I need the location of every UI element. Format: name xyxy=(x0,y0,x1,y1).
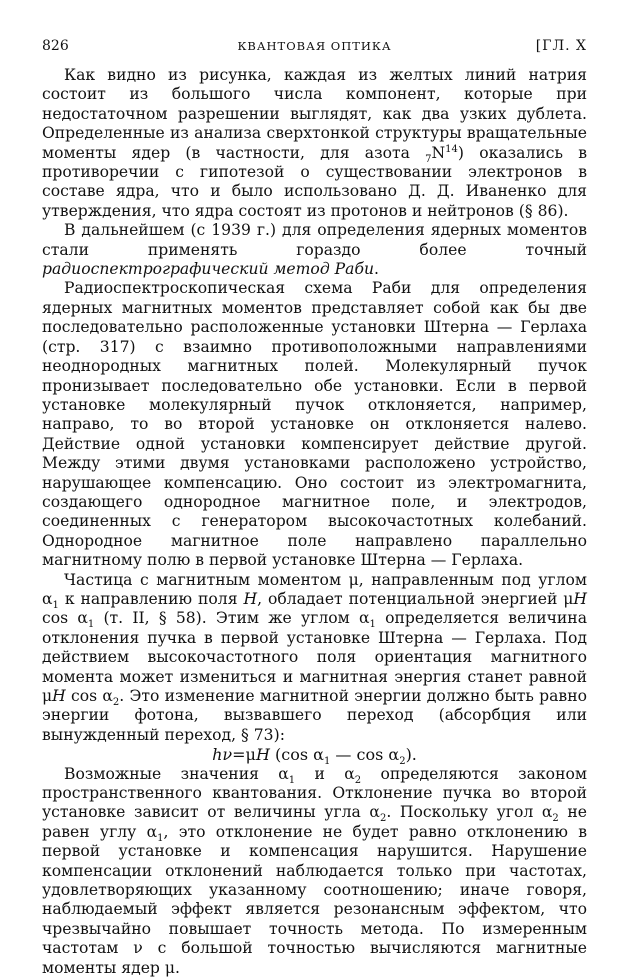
paragraph-5: Возможные значения $\alpha_1$ и $\alpha_2$ определяются законом пространственного квантования. Отклонение пучка во второй установке зависит от величины угла $\alpha_2$. Поскольку угол $\alpha_2$ не равен углу $\alpha_1$, это отклонение не будет равно отклонению в первой установке и компенсация нарушится. Нарушение компенсации отклонений наблюдается только при частотах, удовлетворяющих указанному соотношению; иначе говоря, наблюдаемый эффект является резонансным эффектом, что чрезвычайно повышает точность метода. По измеренным частотам ν с большой точностью вычисляются магнитные моменты ядер μ. xyxy=(42,764,587,977)
page-number: 826 xyxy=(42,38,69,54)
method-name: радиоспектрографический метод Раби xyxy=(42,260,375,279)
equation: hν=μH (cos $\alpha_1$ — $\cos \alpha_2$). xyxy=(212,745,417,768)
chapter-label: [ГЛ. X xyxy=(535,38,587,54)
paragraph-2: В дальнейшем (с 1939 г.) для определения ядерных моментов стали применять гораздо более точный радиоспектрографический метод Раби. xyxy=(42,221,587,279)
page-header xyxy=(42,38,587,62)
page-body xyxy=(42,66,587,978)
paragraph-4: Частица с магнитным моментом μ, направленным под углом $\alpha_1$ к направлению поля H, обладает потенциальной энергией μH $\cos \alpha_1$ (т. II, § 58). Этим же углом $\alpha_1$ определяется величина отклонения пучка в первой установке Штерна — Герлаха. Под действием высокочастотного поля ориентация магнитного момента может измениться и магнитная энергия станет равной μH $\cos \alpha_2$. Это изменение магнитной энергии должно быть равно энергии фотона, вызвавшего переход (абсорбция или вынужденный переход, § 73): xyxy=(42,570,588,744)
paragraph-1: Как видно из рисунка, каждая из желтых линий натрия состоит из большого числа компонент, которые при недостаточном разрешении выглядят, как два узких дублета. Определенные из анализа сверхтонкой структуры вращательные моменты ядер (в частности, для азота $_7N^{14}$) оказались в противоречии с гипотезой о существовании электронов в составе ядра, что и было использовано Д. Д. Иваненко для утверждения, что ядра состоят из протонов и нейтронов (§ 86). xyxy=(42,66,587,220)
running-title: КВАНТОВАЯ ОПТИКА xyxy=(237,39,392,53)
paragraph-3: Радиоспектроскопическая схема Раби для определения ядерных магнитных моментов представляет собой как бы две последовательно расположенные установки Штерна — Герлаха (стр. 317) с взаимно противоположными направлениями неоднородных магнитных полей. Молекулярный пучок пронизывает последовательно обе установки. Если в первой установке молекулярный пучок отклоняется, например, направо, то во второй установке он отклоняется налево. Действие одной установки компенсирует действие другой. Между этими двумя установками расположено устройство, нарушающее компенсацию. Оно состоит из электромагнита, создающего однородное магнитное поле, и электродов, соединенных с генератором высокочастотных колебаний. Однородное магнитное поле направлено параллельно магнитному полю в первой установке Штерна — Герлаха. xyxy=(42,279,587,570)
